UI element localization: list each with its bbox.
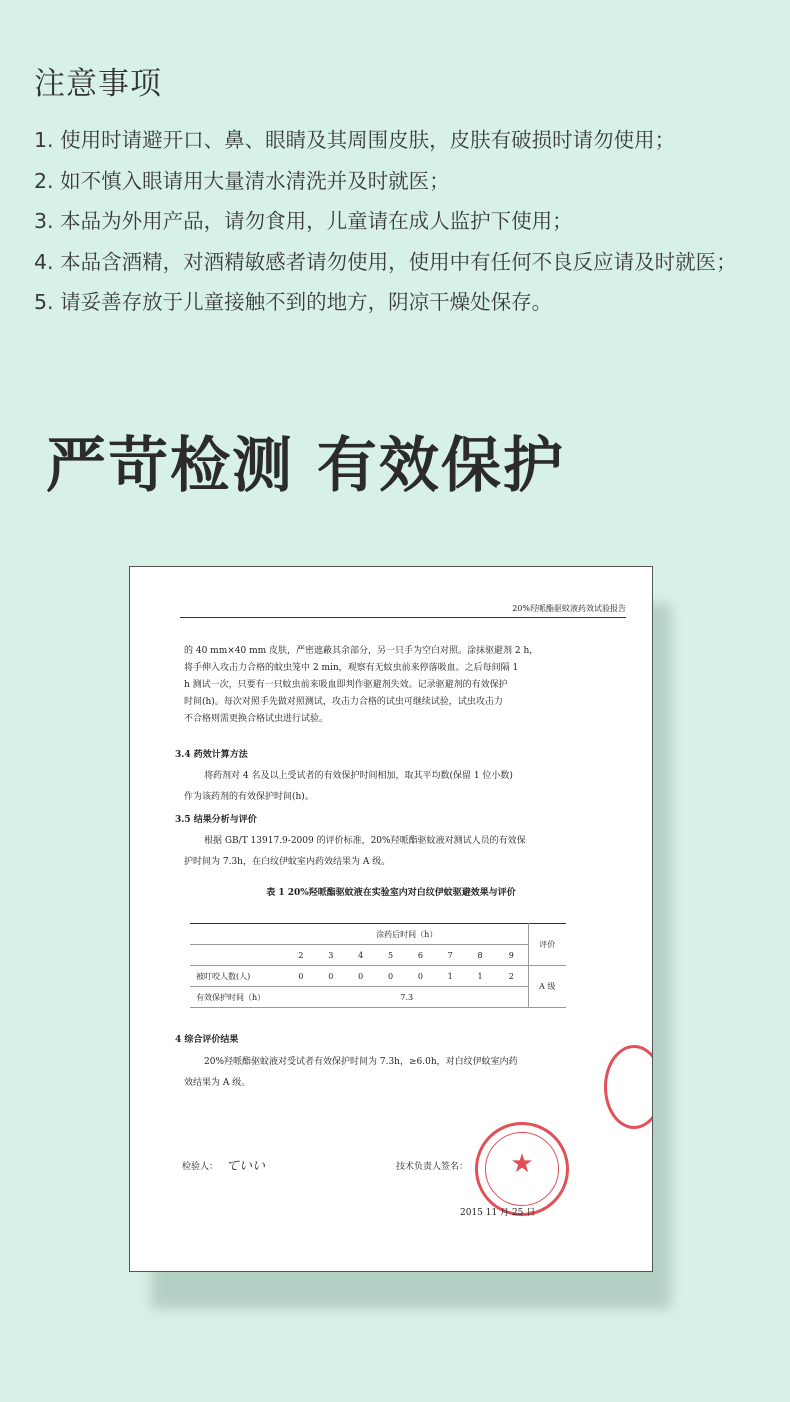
bitten-cell: 0: [376, 966, 406, 987]
table-row: [190, 945, 566, 966]
grade-header: 评价: [528, 924, 566, 966]
protect-value: 7.3: [286, 987, 528, 1008]
test-report-document: [129, 566, 653, 1272]
bitten-cell: 1: [465, 966, 495, 987]
time-header: 涂药后时间（h）: [286, 924, 528, 945]
section-3-5-line: 根据 GB/T 13917.9-2009 的评价标准，20%羟哌酯驱蚊液对测试人员的有效保: [204, 836, 526, 846]
bitten-cell: 0: [346, 966, 376, 987]
hour-cell: 7: [435, 945, 465, 966]
hour-cell: 5: [376, 945, 406, 966]
report-date: 2015 11 月 25 日: [460, 1208, 536, 1218]
section-4-line: 效结果为 A 级。: [184, 1078, 251, 1088]
bitten-cell: 0: [286, 966, 316, 987]
hour-cell: 8: [465, 945, 495, 966]
protect-label: 有效保护时间（h）: [190, 987, 286, 1008]
section-3-5-title: 3.5 结果分析与评价: [175, 815, 257, 825]
note-item: 5. 请妥善存放于儿童接触不到的地方，阴凉干燥处保存。: [34, 290, 553, 314]
section-3-4-line: 作为该药剂的有效保护时间(h)。: [184, 792, 314, 802]
table-row: [190, 966, 566, 987]
section-4-title: 4 综合评价结果: [175, 1035, 239, 1045]
bitten-cell: 0: [405, 966, 435, 987]
hour-cell: 9: [495, 945, 528, 966]
seal-stamp: [475, 1122, 569, 1216]
method-line: 将手伸入攻击力合格的蚊虫笼中 2 min，观察有无蚊虫前来停落吸血。之后每间隔 1: [184, 663, 519, 673]
star-icon: ★: [510, 1149, 534, 1179]
bitten-cell: 0: [316, 966, 346, 987]
note-item: 1. 使用时请避开口、鼻、眼睛及其周围皮肤，皮肤有破损时请勿使用；: [34, 128, 676, 152]
hour-cell: 4: [346, 945, 376, 966]
notes-title: 注意事项: [34, 66, 162, 102]
hour-cell: 6: [405, 945, 435, 966]
table-title: 表 1 20%羟哌酯驱蚊液在实验室内对白纹伊蚊驱避效果与评价: [266, 888, 516, 898]
table-row: [190, 987, 566, 1008]
inspector-signature: ていい: [226, 1159, 266, 1174]
section-4-line: 20%羟哌酯驱蚊液对受试者有效保护时间为 7.3h，≥6.0h，对白纹伊蚊室内药: [204, 1057, 518, 1067]
method-line: 时间(h)。每次对照手先做对照测试，攻击力合格的试虫可继续试验，试虫攻击力: [184, 697, 503, 707]
note-item: 3. 本品为外用产品，请勿食用，儿童请在成人监护下使用；: [34, 209, 573, 233]
table-cell: [190, 924, 286, 945]
method-line: 的 40 mm×40 mm 皮肤，严密遮蔽其余部分，另一只手为空白对照。涂抹驱避剂 2 h，: [184, 646, 539, 656]
note-item: 2. 如不慎入眼请用大量清水清洗并及时就医；: [34, 168, 450, 193]
notes-list: [34, 120, 737, 323]
table-cell: [190, 945, 286, 966]
report-header: 20%羟哌酯驱蚊液药效试验报告: [180, 603, 626, 618]
tech-lead-label: 技术负责人签名：: [396, 1162, 469, 1172]
method-line: h 测试一次，只要有一只蚊虫前来吸血即判作驱避剂失效。记录驱避剂的有效保护: [184, 680, 508, 690]
bitten-cell: 1: [435, 966, 465, 987]
method-line: 不合格则需更换合格试虫进行试验。: [184, 714, 329, 724]
headline: 严苛检测 有效保护: [46, 431, 565, 501]
table-row: [190, 924, 566, 945]
bitten-cell: 2: [495, 966, 528, 987]
results-table: [190, 923, 566, 1008]
method-paragraph: [184, 643, 574, 728]
section-3-4-line: 将药剂对 4 名及以上受试者的有效保护时间相加，取其平均数(保留 1 位小数): [204, 771, 513, 781]
grade-value: A 级: [528, 966, 566, 1008]
hour-cell: 3: [316, 945, 346, 966]
hour-cell: 2: [286, 945, 316, 966]
section-3-5-line: 护时间为 7.3h，在白纹伊蚊室内药效结果为 A 级。: [184, 857, 391, 867]
bitten-label: 被叮咬人数(人): [190, 966, 286, 987]
inspector-label: 检验人：: [182, 1162, 219, 1172]
note-item: 4. 本品含酒精，对酒精敏感者请勿使用，使用中有任何不良反应请及时就医；: [34, 249, 737, 274]
section-3-4-title: 3.4 药效计算方法: [175, 750, 248, 760]
